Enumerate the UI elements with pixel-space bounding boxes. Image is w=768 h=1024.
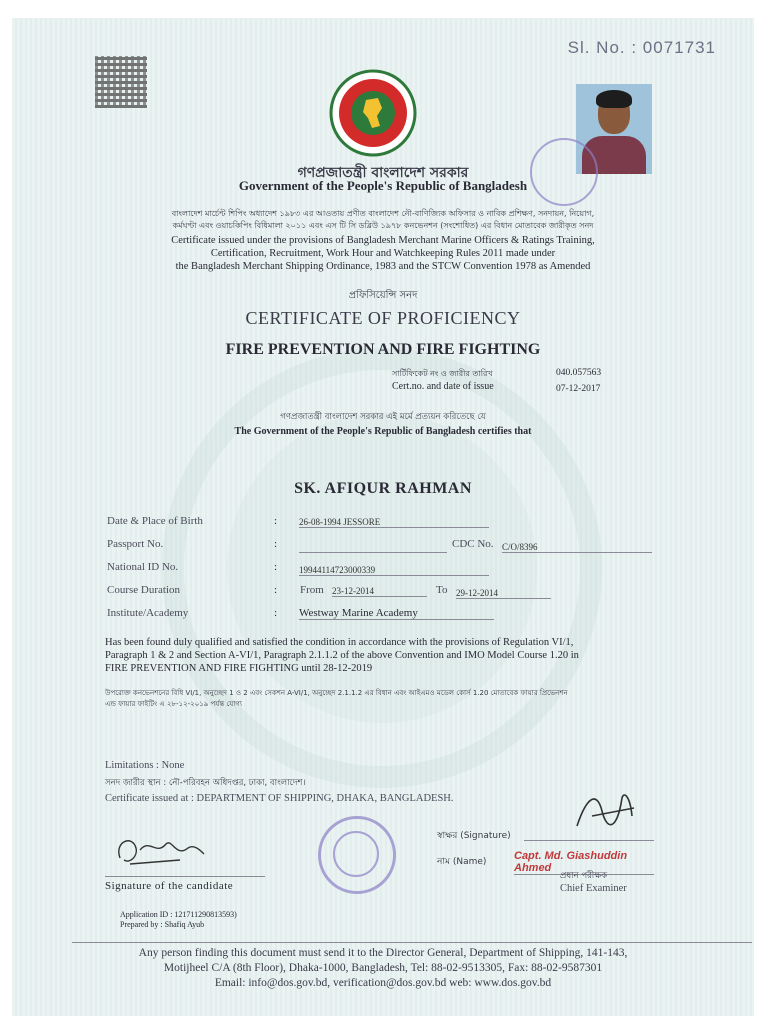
candidate-signature-line	[105, 876, 265, 877]
government-emblem-icon	[328, 68, 418, 158]
provisions-en: Certificate issued under the provisions of Bangladesh Merchant Marine Officers & Ratings Training, Certification, Recruitment, Work Hour and Watchkeeping Rules 2011 made under the Bangladesh Merchant Shipping Ordinance, 1983 and the STCW Convention 1978 as Amended	[171, 235, 595, 272]
colon: :	[274, 561, 278, 573]
course-title: FIRE PREVENTION AND FIRE FIGHTING	[225, 341, 541, 358]
colon: :	[274, 607, 278, 619]
institute-label: Institute/Academy	[107, 607, 189, 619]
signature-line	[524, 840, 654, 841]
cert-issue-date: 07-12-2017	[556, 384, 601, 394]
footer-divider	[72, 942, 752, 943]
issued-at: Certificate issued at : DEPARTMENT OF SHIPPING, DHAKA, BANGLADESH.	[105, 793, 454, 804]
candidate-signature-icon	[110, 830, 210, 870]
limitations: Limitations : None	[105, 760, 185, 771]
provisions-bn: বাংলাদেশ মার্চেন্ট শিপিং অধ্যাদেশ ১৯৮৩ এর আওতায় প্রণীত বাংলাদেশ নৌ-বাণিজ্যিক অফিসার ও নাবিক প্রশিক্ষণ, সনদায়ন, নিয়োগ, কর্মঘণ্টা এবং ওয়াচকিপিং বিধিমালা ২০১১ এবং এস টি সি ডব্লিউ ১৯৭৮ কনভেনশন (সংশোধিত) এর বিধান মোতাবেক জারীকৃত সনদ	[171, 209, 595, 230]
government-title: Government of the People's Republic of Bangladesh	[238, 178, 528, 193]
official-seal-stamp	[318, 816, 396, 894]
qualification-text: Has been found duly qualified and satisfied the condition in accordance with the provisions of Regulation VI/1, Paragraph 1 & 2 and Section A-VI/1, Paragraph 2.1.1.2 of the above Convention and IMO Model Course 1.20 in FIRE PREVENTION AND FIRE FIGHTING until 28-12-2019	[105, 637, 579, 674]
holder-name: SK. AFIQUR RAHMAN	[294, 480, 472, 497]
nid-value: 19944114723000339	[299, 565, 489, 576]
candidate-signature-caption: Signature of the candidate	[105, 880, 234, 892]
passport-label: Passport No.	[107, 538, 164, 550]
cert-number-label: Cert.no. and date of issue	[392, 381, 494, 392]
examiner-signature-icon	[572, 786, 642, 834]
institute-value: Westway Marine Academy	[299, 607, 494, 620]
cdc-value: C/O/8396	[502, 542, 652, 553]
colon: :	[274, 584, 278, 596]
qr-code-icon	[95, 56, 147, 108]
qualification-text-bn: উপরোক্ত কনভেনশনের বিধি VI/1, অনুচ্ছেদ 1 ও 2 এবং সেকশন A-VI/1, অনুচ্ছেদ 2.1.1.2 এর বিধান এবং আইএমও মডেল কোর্স 1.20 মোতাবেক ফায়ার প্রিভেনশন এন্ড ফায়ার ফাইটিং এ ২৮-১২-২০১৯ পর্যন্ত যোগ্য	[105, 689, 568, 708]
certificate-type-bn: প্রফিসিয়েন্সি সনদ	[348, 290, 418, 301]
colon: :	[274, 515, 278, 527]
colon: :	[274, 538, 278, 550]
to-label: To	[436, 584, 448, 596]
dob-value: 26-08-1994 JESSORE	[299, 517, 489, 528]
passport-value	[299, 540, 447, 553]
government-title-bn: গণপ্রজাতন্ত্রী বাংলাদেশ সরকার	[297, 165, 469, 181]
signature-label-bn: স্বাক্ষর (Signature)	[437, 831, 511, 841]
cdc-label: CDC No.	[452, 538, 494, 550]
examiner-title-bn: প্রধান পরীক্ষক	[560, 871, 608, 881]
footer-notice: Any person finding this document must send it to the Director General, Department of Shipping, 141-143, Motijheel C/A (8th Floor), Dhaka-1000, Bangladesh, Tel: 88-02-9513305, Fax: 88-02-9587301 Email: info@dos.gov.bd, verification@dos.gov.bd web: www.dos.gov.bd	[138, 947, 628, 989]
certifies-text-bn: গণপ্রজাতন্ত্রী বাংলাদেশ সরকার এই মর্মে প্রত্যয়ন করিতেছে যে	[280, 412, 486, 422]
application-info: Application ID : 121711290813593) Prepared by : Shafiq Ayub	[120, 910, 237, 929]
name-label: নাম (Name)	[437, 857, 487, 867]
cert-number: 040.057563	[556, 368, 602, 378]
from-label: From	[300, 584, 324, 596]
from-value: 23-12-2014	[332, 586, 427, 597]
serial-number: Sl. No. : 0071731	[567, 38, 716, 57]
nid-label: National ID No.	[107, 561, 179, 573]
certificate-type: CERTIFICATE OF PROFICIENCY	[245, 308, 521, 328]
to-value: 29-12-2014	[456, 588, 551, 599]
cert-number-label-bn: সার্টিফিকেট নং ও জারীর তারিখ	[392, 369, 493, 378]
certifies-text: The Government of the People's Republic of Bangladesh certifies that	[234, 426, 532, 437]
issue-place-bn: সনদ জারীর স্থান : নৌ-পরিবহন অধিদপ্তর, ঢাকা, বাংলাদেশ।	[105, 778, 306, 788]
dob-label: Date & Place of Birth	[107, 515, 203, 527]
examiner-name: Capt. Md. Giashuddin Ahmed	[514, 850, 654, 875]
examiner-title: Chief Examiner	[560, 883, 627, 894]
certificate-page	[12, 18, 754, 1016]
course-duration-label: Course Duration	[107, 584, 181, 596]
